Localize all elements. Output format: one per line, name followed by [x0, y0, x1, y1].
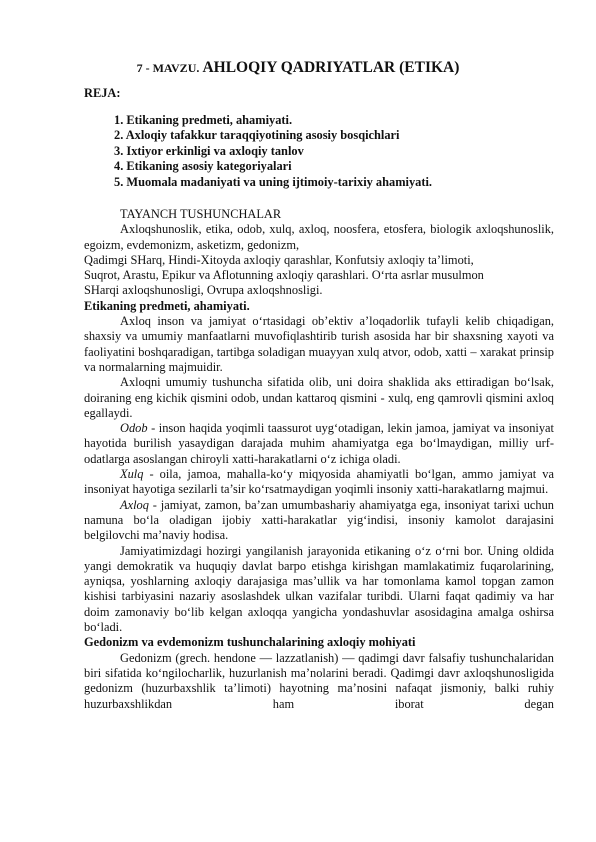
- term-xulq: Xulq: [120, 467, 144, 482]
- key-concepts-line: Qadimgi SHarq, Hindi-Xitoyda axloqiy qarashlar, Konfutsiy axloqiy ta’limoti,: [84, 252, 474, 267]
- definition-text: - oila, jamoa, mahalla-ko‘y miqyosida ahamiyatli bo‘lgan, ammo jamiyat va insoniyat hayotiga sezilarli ta’sir ko‘rsatmaydigan yoqimli insoniy xatti-harakatlarng majmui.: [84, 467, 554, 497]
- paragraph: Axloqni umumiy tushuncha sifatida olib, uni doira shaklida aks ettiradigan bo‘lsak, doiraning eng kichik qismini odob, undan kattaroq qismini - xulq, eng qamrovli qismini axloq egallaydi.: [84, 375, 554, 420]
- definition-text: - jamiyat, zamon, ba’zan umumbashariy ahamiyatga ega, insoniyat tarixi uchun namuna bo‘la oladigan ijobiy xatti-harakatlar yig‘indisi, insoniy kamolot darajasini belgilovchi ma’naviy hodisa.: [84, 497, 554, 543]
- term-odob: Odob: [120, 421, 148, 436]
- document-body: [84, 207, 554, 712]
- paragraph: [84, 467, 554, 498]
- plan-item: 5. Muomala madaniyati va uning ijtimoiy-tarixiy ahamiyati.: [114, 174, 433, 189]
- key-concepts-line: Axloqshunoslik, etika, odob, xulq, axloq, noosfera, etosfera, biologik axloqshunoslik, egoizm, evdemonizm, asketizm, gedonizm,: [84, 222, 554, 252]
- plan-heading: REJA:: [84, 86, 121, 100]
- paragraph: [84, 421, 554, 467]
- paragraph: Axloq inson va jamiyat o‘rtasidagi ob’ektiv a’loqadorlik tufayli kelib chiqadigan, shaxsiy va umumiy manfaatlarni muvofiqlashtirib turish asosida har bir shaxsning xayoti va faoliyatini boshqaradigan, tartibga soladigan muayyan xulq atvor, odob, xatti – xarakat prinsip va normalarning majmuidir.: [84, 314, 554, 374]
- plan-list: [114, 113, 432, 190]
- definition-text: - inson haqida yoqimli taassurot uyg‘otadigan, lekin jamoa, jamiyat va insoniyat hayotida burilish yasaydigan darajada muhim ahamiyatga ega bo‘lmaydigan, milliy urf-odatlarga asoslangan chiroyli xatti-harakatlarni o‘z ichiga oladi.: [84, 421, 554, 466]
- plan-item: 1. Etikaning predmeti, ahamiyati.: [114, 113, 293, 127]
- title-main: AHLOQIY QADRIYATLAR (ETIKA): [202, 59, 460, 76]
- term-axloq: Axloq: [120, 497, 149, 512]
- plan-item: 3. Ixtiyor erkinligi va axloqiy tanlov: [114, 143, 304, 158]
- key-concepts-heading: TAYANCH TUSHUNCHALAR: [120, 207, 282, 221]
- plan-item: 4. Etikaning asosiy kategoriyalari: [114, 159, 292, 174]
- paragraph: Jamiyatimizdagi hozirgi yangilanish jarayonida etikaning o‘z o‘rni bor. Uning oldida yangi demokratik va huquqiy davlat barpo etishga kirishgan mamlakatimiz fuqarolarining, ayniqsa, yoshlarning axloqiy darajasiga mas’ullik va har tomonlama kamol topgan zamon kishisi tarbiyasini nazariy asoslashdek ulkan vazifalar turibdi. Ularni faqat qadimiy va har doim zamonaviy bo‘lib kelgan axloqqa yangicha yondashuvlar asosidagina amalga oshirsa bo‘ladi.: [84, 543, 554, 635]
- page-title: [0, 60, 596, 76]
- key-concepts-line: SHarqi axloqshunosligi, Ovrupa axloqshnosligi.: [84, 283, 323, 298]
- key-concepts-line: Suqrot, Arastu, Epikur va Aflotunning axloqiy qarashlari. O‘rta asrlar musulmon: [84, 268, 484, 283]
- paragraph: Gedonizm (grech. hendone — lazzatlanish) — qadimgi davr falsafiy tushunchalaridan biri sifatida ko‘ngilocharlik, huzurlanish ma’nolarini beradi. Qadimgi davr axloqshunosligida gedonizm (huzurbaxshlik ta’limoti) hayotning ma’nosini nafaqat jismoniy, balki ruhiy huzurbaxshlikdan ham iborat degan: [84, 650, 554, 711]
- section-heading: Gedonizm va evdemonizm tushunchalarining axloqiy mohiyati: [84, 635, 416, 650]
- plan-item: 2. Axloqiy tafakkur taraqqiyotining asosiy bosqichlari: [114, 128, 400, 143]
- section-heading: Etikaning predmeti, ahamiyati.: [84, 298, 250, 313]
- paragraph: [84, 498, 554, 544]
- title-prefix: 7 - MAVZU.: [136, 61, 200, 75]
